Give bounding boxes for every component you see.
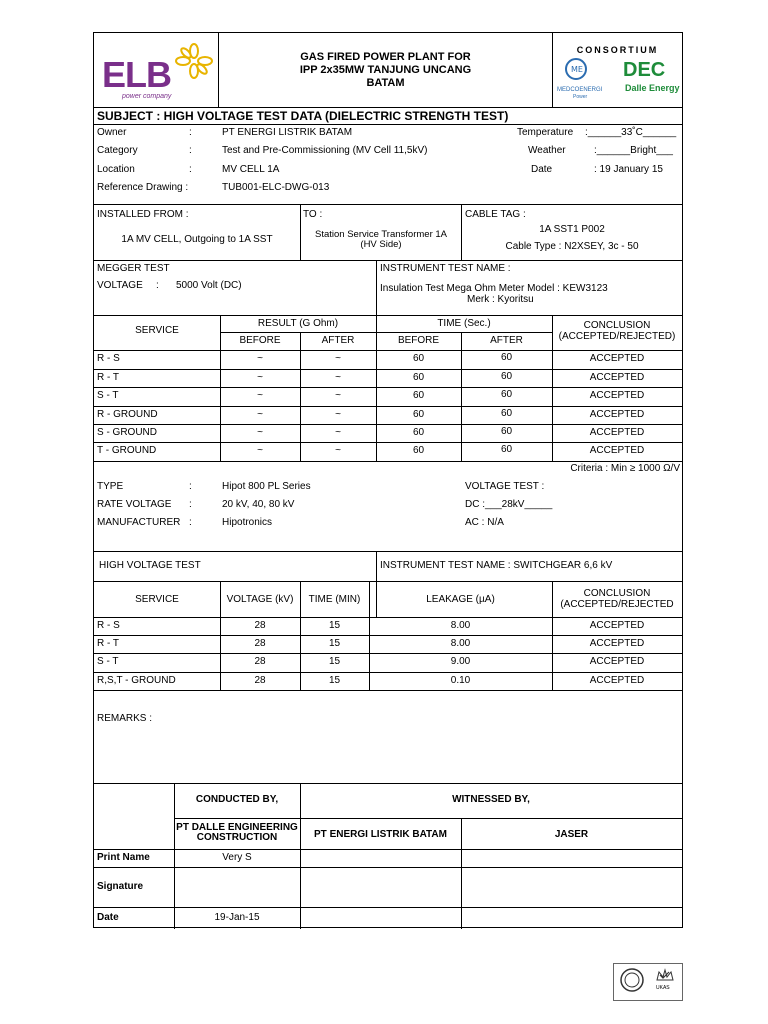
row-result-before: ~ bbox=[257, 427, 263, 438]
hv-row-time: 15 bbox=[328, 656, 341, 667]
row-result-after: ~ bbox=[335, 427, 341, 438]
hv-col-service: SERVICE bbox=[135, 594, 179, 605]
dalle-label: Dalle Energy bbox=[625, 83, 680, 93]
location-value: MV CELL 1A bbox=[222, 164, 280, 175]
title-line-2: IPP 2x35MW TANJUNG UNCANG bbox=[299, 64, 472, 76]
hv-row-conclusion: ACCEPTED bbox=[589, 656, 645, 667]
row-conclusion: ACCEPTED bbox=[589, 427, 645, 438]
cable-tag-label: CABLE TAG : bbox=[465, 209, 526, 220]
hv-col-leakage: LEAKAGE (µA) bbox=[426, 594, 495, 605]
row-conclusion: ACCEPTED bbox=[589, 409, 645, 420]
conducted-by-label: CONDUCTED BY, bbox=[195, 794, 279, 805]
cable-type-value: Cable Type : N2XSEY, 3c - 50 bbox=[505, 241, 639, 252]
company-jaser: JASER bbox=[554, 829, 589, 840]
row-time-before: 60 bbox=[412, 390, 425, 401]
manufacturer-label: MANUFACTURER bbox=[97, 517, 181, 528]
row-time-before: 60 bbox=[412, 409, 425, 420]
to-label: TO : bbox=[303, 209, 323, 220]
megger-instrument-value-2: Merk : Kyoritsu bbox=[467, 294, 534, 305]
row-time-before: 60 bbox=[412, 353, 425, 364]
row-result-before: ~ bbox=[257, 353, 263, 364]
megger-col-time: TIME (Sec.) bbox=[437, 318, 491, 329]
weather-label: Weather bbox=[528, 145, 566, 156]
hv-row-voltage: 28 bbox=[254, 638, 266, 649]
megger-col-result-after: AFTER bbox=[321, 335, 355, 346]
svg-text:ME: ME bbox=[571, 65, 583, 74]
category-label: Category bbox=[97, 145, 138, 156]
location-colon: : bbox=[189, 164, 192, 175]
row-service: S - GROUND bbox=[97, 427, 157, 438]
rate-colon: : bbox=[189, 499, 192, 510]
row-time-before: 60 bbox=[412, 427, 425, 438]
megger-col-time-before: BEFORE bbox=[397, 335, 440, 346]
title-line-3: BATAM bbox=[366, 77, 405, 89]
row-conclusion: ACCEPTED bbox=[589, 372, 645, 383]
row-time-before: 60 bbox=[412, 372, 425, 383]
to-value-1: Station Service Transformer 1A bbox=[315, 229, 447, 240]
print-name-label: Print Name bbox=[97, 852, 150, 863]
megger-voltage-value: 5000 Volt (DC) bbox=[176, 280, 242, 291]
medco-sub: Power bbox=[573, 94, 588, 100]
megger-col-result-before: BEFORE bbox=[239, 335, 281, 346]
sign-date-value: 19-Jan-15 bbox=[214, 912, 260, 923]
print-name-value: Very S bbox=[222, 852, 252, 863]
hv-instrument: INSTRUMENT TEST NAME : SWITCHGEAR 6,6 kV bbox=[380, 560, 613, 571]
hv-row-conclusion: ACCEPTED bbox=[589, 620, 645, 631]
row-result-before: ~ bbox=[257, 409, 263, 420]
ac-value: AC : N/A bbox=[465, 517, 504, 528]
row-time-after: 60 bbox=[500, 444, 513, 455]
temperature-value: :______33˚C______ bbox=[585, 127, 677, 138]
ukas-crown-icon bbox=[654, 967, 676, 985]
row-time-after: 60 bbox=[500, 408, 513, 419]
row-result-before: ~ bbox=[257, 390, 263, 401]
hv-row-leakage: 8.00 bbox=[450, 620, 471, 631]
hv-row-time: 15 bbox=[328, 675, 341, 686]
megger-col-conclusion-2: (ACCEPTED/REJECTED) bbox=[558, 331, 676, 342]
row-result-after: ~ bbox=[335, 372, 341, 383]
hv-row-service: R - T bbox=[97, 638, 120, 649]
ukas-label: UKAS bbox=[656, 985, 670, 991]
cable-tag-value: 1A SST1 P002 bbox=[539, 224, 605, 235]
row-conclusion: ACCEPTED bbox=[589, 353, 645, 364]
type-colon: : bbox=[189, 481, 192, 492]
elb-letters: ELB bbox=[102, 54, 171, 95]
cert-seal-icon bbox=[619, 967, 645, 993]
megger-col-result: RESULT (G Ohm) bbox=[257, 318, 339, 329]
hv-col-time: TIME (MIN) bbox=[308, 594, 361, 605]
installed-value: 1A MV CELL, Outgoing to 1A SST bbox=[121, 234, 273, 245]
witnessed-by-label: WITNESSED BY, bbox=[452, 794, 530, 805]
category-colon: : bbox=[189, 145, 192, 156]
row-service: R - S bbox=[97, 353, 120, 364]
row-time-after: 60 bbox=[500, 352, 513, 363]
row-result-after: ~ bbox=[335, 353, 341, 364]
hv-row-time: 15 bbox=[328, 638, 341, 649]
hv-row-conclusion: ACCEPTED bbox=[589, 638, 645, 649]
hv-title: HIGH VOLTAGE TEST bbox=[99, 560, 201, 571]
refdraw-label: Reference Drawing : bbox=[97, 182, 189, 193]
criteria-note: Criteria : Min ≥ 1000 Ω/V bbox=[570, 463, 680, 474]
company-dalle-1: PT DALLE ENGINEERING bbox=[176, 822, 298, 833]
flower-icon bbox=[174, 43, 214, 79]
test-sheet bbox=[93, 32, 683, 928]
hv-row-leakage: 0.10 bbox=[450, 675, 471, 686]
row-time-after: 60 bbox=[500, 371, 513, 382]
elb-logo bbox=[100, 41, 212, 101]
row-time-after: 60 bbox=[500, 426, 513, 437]
row-service: R - GROUND bbox=[97, 409, 158, 420]
temperature-label: Temperature bbox=[517, 127, 574, 138]
hv-row-voltage: 28 bbox=[254, 656, 266, 667]
hv-row-conclusion: ACCEPTED bbox=[589, 675, 645, 686]
to-value-2: (HV Side) bbox=[360, 239, 402, 250]
row-result-after: ~ bbox=[335, 390, 341, 401]
hv-row-service: S - T bbox=[97, 656, 119, 667]
owner-value: PT ENERGI LISTRIK BATAM bbox=[222, 127, 353, 138]
hv-row-time: 15 bbox=[328, 620, 341, 631]
type-label: TYPE bbox=[97, 481, 124, 492]
hv-row-leakage: 8.00 bbox=[450, 638, 471, 649]
megger-title: MEGGER TEST bbox=[97, 263, 170, 274]
date-value: : 19 January 15 bbox=[594, 164, 663, 175]
owner-label: Owner bbox=[97, 127, 127, 138]
row-service: T - GROUND bbox=[97, 445, 157, 456]
weather-value: :______Bright___ bbox=[594, 145, 673, 156]
consortium-label: CONSORTIUM bbox=[576, 45, 659, 55]
subject-line: SUBJECT : HIGH VOLTAGE TEST DATA (DIELECTRIC STRENGTH TEST) bbox=[97, 109, 509, 123]
row-time-after: 60 bbox=[500, 389, 513, 400]
hv-row-service: R,S,T - GROUND bbox=[97, 675, 176, 686]
megger-col-time-after: AFTER bbox=[490, 335, 523, 346]
megger-col-conclusion-1: CONCLUSION bbox=[583, 320, 651, 331]
manufacturer-value: Hipotronics bbox=[222, 517, 273, 528]
megger-col-service: SERVICE bbox=[135, 325, 179, 336]
hv-row-service: R - S bbox=[97, 620, 120, 631]
hv-row-voltage: 28 bbox=[254, 675, 266, 686]
date-label: Date bbox=[531, 164, 553, 175]
row-service: R - T bbox=[97, 372, 120, 383]
medco-label: MEDCOENERGI bbox=[557, 87, 603, 93]
remarks-label: REMARKS : bbox=[97, 713, 153, 724]
company-dalle-2: CONSTRUCTION bbox=[196, 832, 278, 843]
elb-tagline: power company bbox=[122, 93, 172, 100]
company-elb: PT ENERGI LISTRIK BATAM bbox=[314, 829, 447, 840]
category-value: Test and Pre-Commissioning (MV Cell 11,5kV) bbox=[222, 145, 428, 156]
voltage-test-label: VOLTAGE TEST : bbox=[465, 481, 545, 492]
row-result-after: ~ bbox=[335, 409, 341, 420]
hv-row-leakage: 9.00 bbox=[450, 656, 471, 667]
dec-label: DEC bbox=[623, 59, 666, 81]
refdraw-value: TUB001-ELC-DWG-013 bbox=[222, 182, 330, 193]
row-conclusion: ACCEPTED bbox=[589, 390, 645, 401]
medco-icon bbox=[561, 57, 591, 81]
megger-instrument-value-1: Insulation Test Mega Ohm Meter Model : KEW3123 bbox=[380, 283, 608, 294]
sign-date-label: Date bbox=[97, 912, 119, 923]
row-conclusion: ACCEPTED bbox=[589, 445, 645, 456]
consortium-logo bbox=[553, 33, 682, 107]
owner-colon: : bbox=[189, 127, 192, 138]
row-result-before: ~ bbox=[257, 372, 263, 383]
type-value: Hipot 800 PL Series bbox=[222, 481, 311, 492]
megger-voltage-colon: : bbox=[156, 280, 159, 291]
hv-col-conclusion-1: CONCLUSION bbox=[583, 588, 651, 599]
megger-instrument-label: INSTRUMENT TEST NAME : bbox=[380, 263, 511, 274]
rate-voltage-value: 20 kV, 40, 80 kV bbox=[222, 499, 295, 510]
row-result-after: ~ bbox=[335, 445, 341, 456]
dc-value: DC :___28kV_____ bbox=[465, 499, 553, 510]
title-line-1: GAS FIRED POWER PLANT FOR bbox=[300, 51, 471, 63]
location-label: Location bbox=[97, 164, 135, 175]
certification-box bbox=[613, 963, 683, 1001]
row-service: S - T bbox=[97, 390, 119, 401]
megger-voltage-label: VOLTAGE bbox=[97, 280, 143, 291]
row-time-before: 60 bbox=[412, 445, 425, 456]
signature-label: Signature bbox=[97, 881, 144, 892]
hv-col-voltage: VOLTAGE (kV) bbox=[226, 594, 294, 605]
manufacturer-colon: : bbox=[189, 517, 192, 528]
hv-row-voltage: 28 bbox=[254, 620, 266, 631]
installed-label: INSTALLED FROM : bbox=[97, 209, 189, 220]
row-result-before: ~ bbox=[257, 445, 263, 456]
rate-voltage-label: RATE VOLTAGE bbox=[97, 499, 172, 510]
hv-col-conclusion-2: (ACCEPTED/REJECTED bbox=[560, 599, 674, 610]
